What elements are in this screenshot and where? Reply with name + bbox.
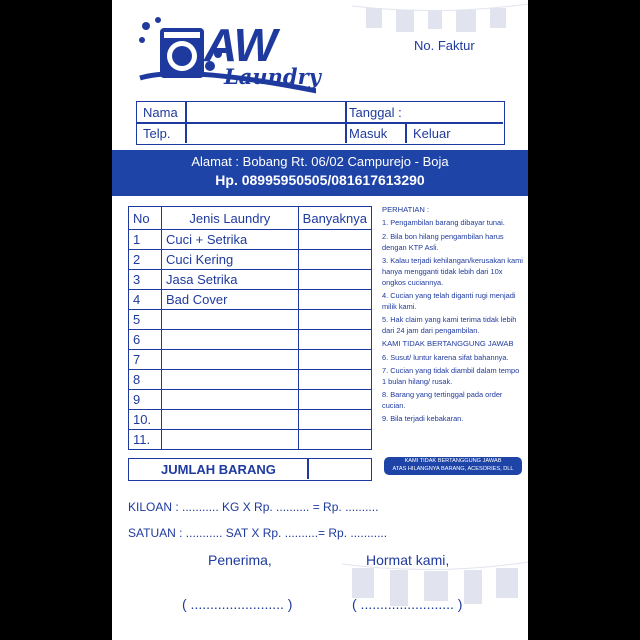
row-qty[interactable] [298, 270, 371, 290]
table-row [129, 270, 372, 290]
phone-label: Telp. [143, 126, 171, 141]
table-row [129, 230, 372, 250]
note-item: 7. Cucian yang tidak diambil dalam tempo 1 bulan hilang/ rusak. [382, 365, 520, 387]
row-number: 3 [129, 270, 162, 290]
row-item: Cuci + Setrika [162, 230, 299, 250]
row-item[interactable] [162, 310, 299, 330]
row-item[interactable] [162, 350, 299, 370]
col-header-jenis: Jenis Laundry [162, 207, 299, 230]
phone-text: Hp. 08995950505/081617613290 [215, 172, 425, 188]
table-row [129, 370, 372, 390]
row-item: Jasa Setrika [162, 270, 299, 290]
total-row [128, 458, 372, 481]
table-row [129, 330, 372, 350]
row-number: 6 [129, 330, 162, 350]
name-label: Nama [143, 105, 178, 120]
col-header-no: No [129, 207, 162, 230]
row-qty[interactable] [298, 350, 371, 370]
row-qty[interactable] [298, 310, 371, 330]
row-item[interactable] [162, 370, 299, 390]
note-item: 4. Cucian yang telah diganti rugi menjadi milik kami. [382, 291, 516, 312]
row-item: Cuci Kering [162, 250, 299, 270]
table-row [129, 350, 372, 370]
kiloan-line: KILOAN : ........... KG X Rp. .......... = Rp. .......... [128, 500, 379, 514]
row-number: 2 [129, 250, 162, 270]
invoice-sheet [112, 0, 528, 640]
note-item: 6. Susut/ luntur karena sifat bahannya. [382, 352, 509, 362]
notes-title: PERHATIAN : [382, 205, 430, 214]
row-qty[interactable] [298, 430, 371, 450]
customer-info-box [136, 101, 505, 145]
table-row [129, 390, 372, 410]
row-number: 9 [129, 390, 162, 410]
row-qty[interactable] [298, 290, 371, 310]
terms-notes [382, 204, 524, 427]
laundry-items-table [128, 206, 372, 450]
date-out-label: Keluar [413, 126, 451, 141]
row-item[interactable] [162, 390, 299, 410]
col-header-banyak: Banyaknya [298, 207, 371, 230]
row-number: 11. [129, 430, 162, 450]
row-item: Bad Cover [162, 290, 299, 310]
notes-title-2: KAMI TIDAK BERTANGGUNG JAWAB [382, 339, 514, 349]
note-item: 2. Bila bon hilang pengambilan harus dengan KTP Asli. [382, 231, 504, 252]
disclaimer-line: ATAS HILANGNYA BARANG, ACESORIES, DLL [392, 465, 514, 472]
row-qty[interactable] [298, 250, 371, 270]
address-text: Alamat : Bobang Rt. 06/02 Campurejo - Boja [191, 154, 449, 169]
note-item: 9. Bila terjadi kebakaran. [382, 414, 464, 424]
row-number: 7 [129, 350, 162, 370]
row-item[interactable] [162, 430, 299, 450]
total-label: JUMLAH BARANG [161, 462, 276, 477]
row-qty[interactable] [298, 330, 371, 350]
row-qty[interactable] [298, 390, 371, 410]
table-row [129, 290, 372, 310]
table-row [129, 310, 372, 330]
date-label: Tanggal : [349, 105, 402, 120]
row-qty[interactable] [298, 230, 371, 250]
row-number: 8 [129, 370, 162, 390]
table-row [129, 430, 372, 450]
row-number: 10. [129, 410, 162, 430]
satuan-line: SATUAN : ........... SAT X Rp. ..........= Rp. ........... [128, 526, 388, 540]
row-number: 4 [129, 290, 162, 310]
note-item: 5. Hak claim yang kami terima tidak lebih dari 24 jam dari pengambilan. [382, 315, 517, 336]
row-number: 1 [129, 230, 162, 250]
table-row [129, 250, 372, 270]
row-number: 5 [129, 310, 162, 330]
note-item: 8. Barang yang tertinggal pada order cucian. [382, 390, 503, 411]
row-item[interactable] [162, 410, 299, 430]
address-band [112, 150, 528, 196]
row-item[interactable] [162, 330, 299, 350]
brand-subtitle: Laundry [224, 64, 321, 89]
faktur-number-label: No. Faktur [414, 38, 475, 53]
regards-label: Hormat kami, [366, 552, 450, 568]
brand-name: AW [204, 19, 277, 71]
row-qty[interactable] [298, 370, 371, 390]
row-qty[interactable] [298, 410, 371, 430]
watermark-clothes-top [352, 0, 528, 34]
regards-signature-blank: ( ........................ ) [352, 596, 463, 612]
table-row [129, 410, 372, 430]
disclaimer-line: KAMI TIDAK BERTANGGUNG JAWAB [404, 458, 502, 464]
note-item: 1. Pengambilan barang dibayar tunai. [382, 218, 505, 228]
disclaimer-badge [384, 457, 522, 475]
date-in-label: Masuk [349, 126, 388, 141]
receiver-label: Penerima, [208, 552, 272, 568]
receiver-signature-blank: ( ........................ ) [182, 596, 293, 612]
note-item: 3. Kalau terjadi kehilangan/kerusakan kami hanya mengganti tidak lebih dari 10x ongkos cuciannya. [382, 255, 523, 287]
